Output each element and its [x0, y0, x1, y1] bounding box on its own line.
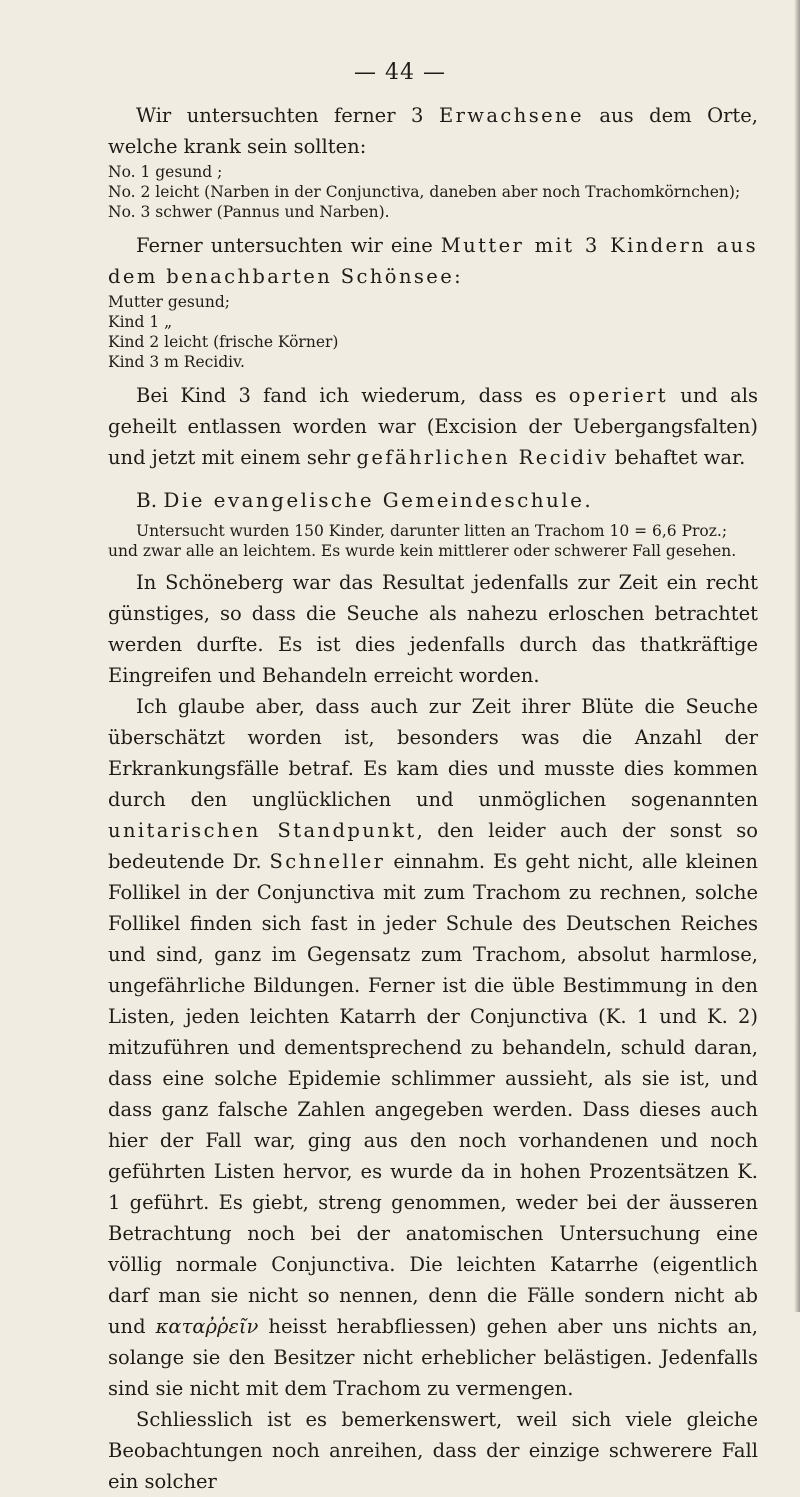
text-run: Ich glaube aber, dass auch zur Zeit ihrer Blüte die Seuche überschätzt worden ist, besonders was die Anzahl der Erkrankungsfälle betraf. Es kam dies und musste dies kommen durch den unglücklichen und unmöglichen sogenannten — [108, 695, 758, 811]
text-run: aus dem Orte, welche krank sein sollten: — [108, 104, 758, 158]
family-list — [108, 292, 758, 372]
paragraph-adults — [108, 100, 758, 162]
text-run: einnahm. Es geht nicht, alle kleinen Follikel in der Conjunctiva mit zum Trachom zu rechnen, solche Follikel finden sich fast in jeder Schule des Deutschen Reiches und sind, ganz im Gegensatz zum Trachom, absolut harmlose, ungefährliche Bildungen. Ferner ist die üble Bestimmung in den Listen, jeden leichten Katarrh der Conjunctiva (K. 1 und K. 2) mitzuführen und dementsprechend zu behandeln, schuld daran, dass eine solche Epidemie schlimmer aussieht, als sie ist, und dass ganz falsche Zahlen angegeben werden. Dass dieses auch hier der Fall war, ging aus den noch vorhandenen und noch geführten Listen hervor, es wurde da in hohen Prozentsätzen K. 1 geführt. Es giebt, streng genommen, weder bei der äusseren Betrachtung noch bei der anatomischen Untersuchung eine völlig normale Conjunctiva. Die leichten Katarrhe (eigentlich darf man sie nicht so nennen, denn die Fälle sondern nicht ab und — [108, 850, 758, 1338]
adults-list — [108, 162, 758, 222]
paragraph-recidiv — [108, 380, 758, 473]
emphasis-schneller: Schneller — [269, 850, 386, 873]
emphasis-mother-children: Mutter mit 3 Kindern aus dem benachbarten Schönsee: — [108, 234, 758, 288]
list-item: Kind 1 „ — [108, 313, 173, 331]
text-run: Ferner untersuchten wir eine — [136, 234, 441, 257]
text-run: , den leider auch der sonst so bedeutende Dr. — [108, 819, 759, 873]
paragraph-schoeneberg: In Schöneberg war das Resultat jedenfalls zur Zeit ein recht günstiges, so dass die Seuche als nahezu erloschen betrachtet werden durfte. Es ist dies jedenfalls durch das thatkräftige Eingreifen und Behandeln erreicht worden. — [108, 571, 758, 687]
greek-word: καταῤῥεῖν — [155, 1315, 259, 1338]
emphasis-operiert: operiert — [568, 384, 668, 407]
text-run: behaftet war. — [608, 446, 746, 469]
text-run: Wir untersuchten ferner 3 — [136, 104, 439, 127]
paragraph-statistics: Untersucht wurden 150 Kinder, darunter litten an Trachom 10 = 6,6 Proz.; und zwar alle an leichtem. Es wurde kein mittlerer oder schwerer Fall gesehen. — [108, 522, 737, 560]
emphasis-recidiv: gefährlichen Recidiv — [356, 446, 609, 469]
page-number: — 44 — — [354, 60, 446, 85]
list-item: Kind 3 m Recidiv. — [108, 353, 245, 371]
text-run: und als geheilt entlassen worden war (Excision der Uebergangsfalten) und jetzt mit einem sehr — [108, 384, 758, 469]
paragraph-overestimation — [108, 691, 758, 1404]
page-edge-shadow — [794, 0, 800, 1312]
list-item: No. 3 schwer (Pannus und Narben). — [108, 203, 390, 221]
page-content — [108, 100, 758, 1497]
emphasis-unitarian: unitarischen Standpunkt — [108, 819, 417, 842]
text-run: Bei Kind 3 fand ich wiederum, dass es — [136, 384, 569, 407]
emphasis-adults: Erwachsene — [438, 104, 584, 127]
paragraph-conclusion: Schliesslich ist es bemerkenswert, weil sich viele gleiche Beobachtungen noch anreihen, dass der einzige schwerere Fall ein solcher — [108, 1408, 758, 1493]
list-item: No. 1 gesund ; — [108, 163, 223, 181]
list-item: Mutter gesund; — [108, 293, 230, 311]
section-title: Die evangelische Gemeindeschule. — [163, 488, 594, 512]
section-heading-b — [108, 485, 758, 515]
section-letter: B. — [136, 488, 164, 512]
paragraph-mother-children — [108, 230, 758, 292]
list-item: Kind 2 leicht (frische Körner) — [108, 333, 339, 351]
text-run: heisst herabfliessen) gehen aber uns nichts an, solange sie den Besitzer nicht erheblicher belästigen. Jedenfalls sind sie nicht mit dem Trachom zu vermengen. — [108, 1315, 758, 1400]
list-item: No. 2 leicht (Narben in der Conjunctiva, daneben aber noch Trachomkörnchen); — [108, 183, 741, 201]
